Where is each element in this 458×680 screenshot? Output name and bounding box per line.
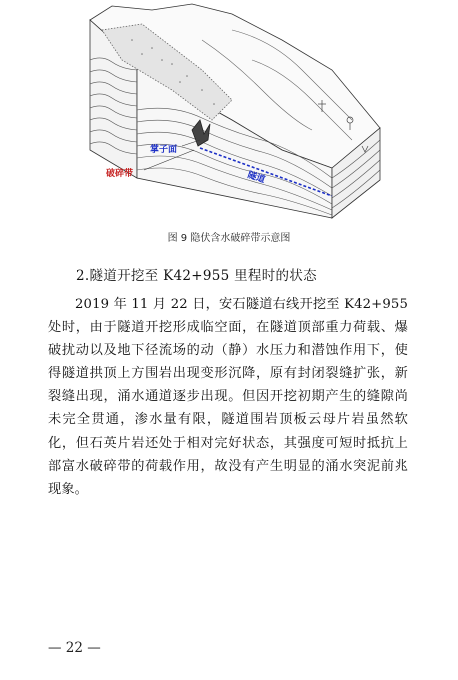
page-number: — 22 — xyxy=(48,640,101,656)
tunnel-label: 隧道 xyxy=(246,170,267,186)
section-heading: 2.隧道开挖至 K42+955 里程时的状态 xyxy=(76,268,317,284)
fracture-zone-label: 破碎带 xyxy=(106,169,134,179)
face-label: 掌子面 xyxy=(150,145,178,155)
figure-caption: 图 9 隐伏含水破碎带示意图 xyxy=(167,233,291,244)
body-paragraph: 2019 年 11 月 22 日，安石隧道右线开挖至 K42+955 处时，由于隧道开挖形成临空面，在隧道顶部重力荷载、爆破扰动以及地下径流场的动（静）水压力和潜蚀作用下，使得隧道拱顶上方围岩出现变形沉降，原有封闭裂缝扩张，新裂缝出现，涌水通道逐步出现。但因开挖初期产生的缝隙尚未完全贯通，渗水量有限，隧道围岩顶板云母片岩虽然软化，但石英片岩还处于相对完好状态，其强度可短时抵抗上部富水破碎带的荷载作用，故没有产生明显的涌水突泥前兆现象。 xyxy=(48,297,408,497)
geology-block-diagram xyxy=(82,0,382,222)
